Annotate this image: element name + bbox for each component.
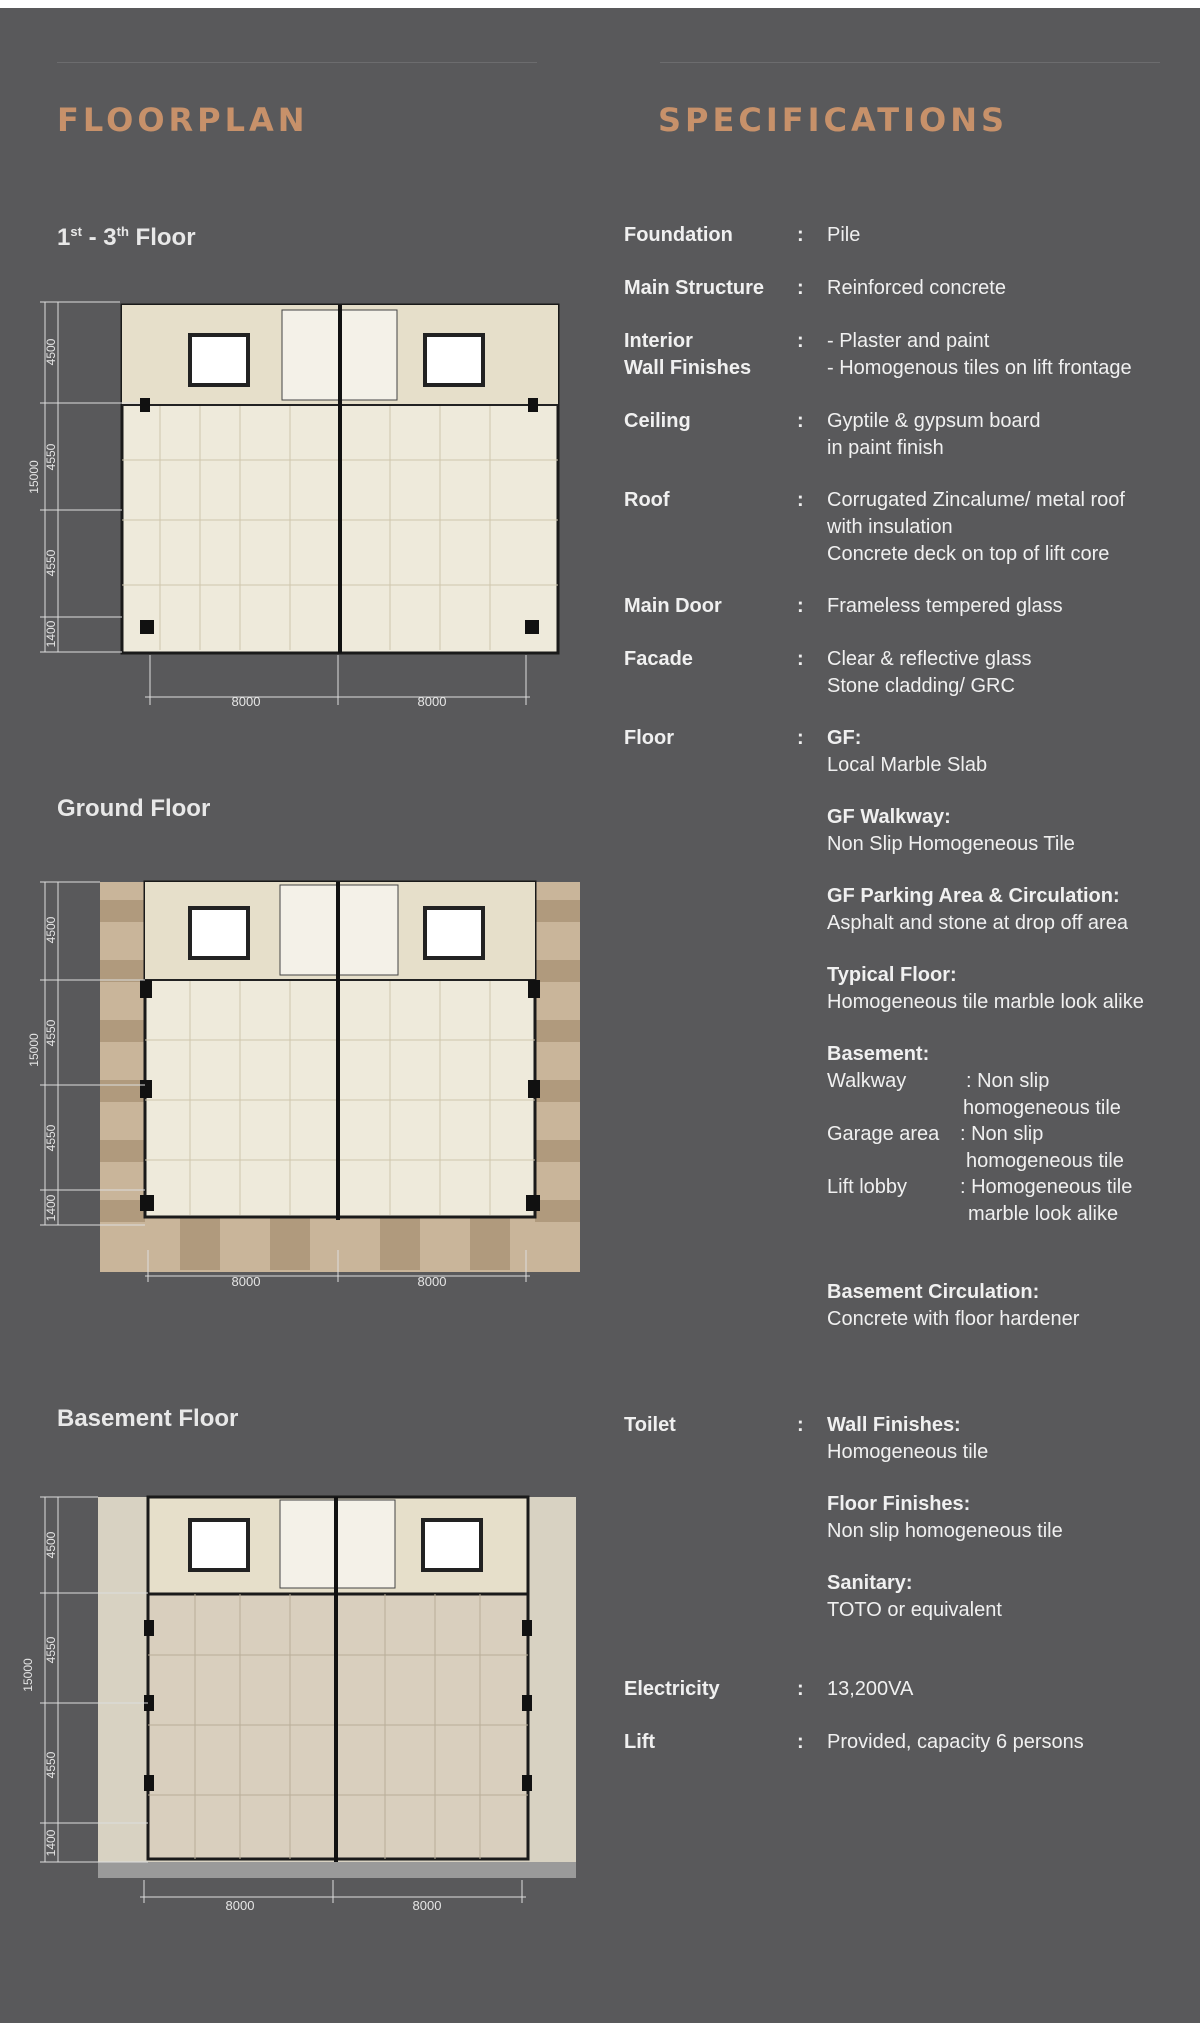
basement-row-key: Lift lobby xyxy=(827,1176,908,1198)
dim-seg3: 4550 xyxy=(44,1124,58,1152)
spec-subheading: Basement: xyxy=(827,1043,930,1065)
basement-row-value: : Non slip xyxy=(960,1123,1044,1145)
top-edge xyxy=(0,0,1200,8)
dim-seg4: 1400 xyxy=(44,620,58,648)
spec-colon: : xyxy=(797,330,804,352)
dim-seg3: 4550 xyxy=(44,1751,58,1779)
spec-label: Electricity xyxy=(624,1678,720,1700)
spec-subheading: Floor Finishes: xyxy=(827,1493,971,1515)
spec-value: Asphalt and stone at drop off area xyxy=(827,912,1128,934)
dim-height-total: 15000 xyxy=(27,1033,41,1067)
spec-value-line: Concrete deck on top of lift core xyxy=(827,543,1110,565)
basement-row-value: homogeneous tile xyxy=(963,1097,1121,1119)
spec-label: Interior Wall Finishes xyxy=(624,330,752,379)
dim-seg2: 4550 xyxy=(44,1636,58,1664)
spec-value-line: Gyptile & gypsum board xyxy=(827,410,1041,432)
spec-colon: : xyxy=(797,224,804,246)
spec-colon: : xyxy=(797,1414,804,1436)
spec-colon: : xyxy=(797,595,804,617)
spec-label: Toilet xyxy=(624,1414,676,1436)
dim-seg2: 4550 xyxy=(44,1019,58,1047)
dim-width-right: 8000 xyxy=(417,1274,447,1289)
spec-value-line: Clear & reflective glass xyxy=(827,648,1032,670)
floorplan-heading: FLOORPLAN xyxy=(57,101,309,139)
spec-colon: : xyxy=(797,727,804,749)
spec-colon: : xyxy=(797,410,804,432)
dim-width-left: 8000 xyxy=(225,1898,255,1913)
spec-value-line: in paint finish xyxy=(827,437,944,459)
basement-row-value: homogeneous tile xyxy=(966,1150,1124,1172)
spec-label: Main Structure xyxy=(624,277,765,299)
spec-value: Reinforced concrete xyxy=(827,277,1006,299)
spec-value: 13,200VA xyxy=(827,1678,914,1700)
rule-right xyxy=(660,62,1160,63)
spec-value: Frameless tempered glass xyxy=(827,595,1063,617)
spec-value: Pile xyxy=(827,224,861,246)
floor-heading-ground: Ground Floor xyxy=(57,795,211,822)
spec-subheading: GF Parking Area & Circulation: xyxy=(827,885,1120,907)
spec-value: Concrete with floor hardener xyxy=(827,1308,1080,1330)
rule-left xyxy=(57,62,537,63)
spec-label: Facade xyxy=(624,648,693,670)
dim-height-total: 15000 xyxy=(27,460,41,494)
spec-value: TOTO or equivalent xyxy=(827,1599,1002,1621)
dim-seg2: 4550 xyxy=(44,443,58,471)
spec-colon: : xyxy=(797,1678,804,1700)
floor-heading-basement: Basement Floor xyxy=(57,1405,239,1432)
basement-row-value: : Non slip xyxy=(966,1070,1050,1092)
spec-subheading: GF Walkway: xyxy=(827,806,951,828)
spec-label: Ceiling xyxy=(624,410,691,432)
spec-colon: : xyxy=(797,1731,804,1753)
dim-seg4: 1400 xyxy=(44,1194,58,1222)
spec-label: Lift xyxy=(624,1731,656,1753)
floorplan-basement xyxy=(0,1485,600,1915)
spec-subheading: Basement Circulation: xyxy=(827,1281,1040,1303)
spec-colon: : xyxy=(797,489,804,511)
dim-width-right: 8000 xyxy=(417,694,447,709)
dim-width-left: 8000 xyxy=(231,694,261,709)
spec-value-line: with insulation xyxy=(827,516,953,538)
spec-value: Local Marble Slab xyxy=(827,754,988,776)
spec-value-line: Stone cladding/ GRC xyxy=(827,675,1015,697)
spec-label: Floor xyxy=(624,727,674,749)
dim-seg4: 1400 xyxy=(44,1829,58,1857)
dim-width-left: 8000 xyxy=(231,1274,261,1289)
spec-value: Non Slip Homogeneous Tile xyxy=(827,833,1075,855)
plan-building xyxy=(100,882,580,1272)
floorplan-ground-floor xyxy=(0,870,600,1300)
spec-subheading: Typical Floor: xyxy=(827,964,957,986)
spec-value-line: - Plaster and paint xyxy=(827,330,990,352)
spec-value: Homogeneous tile marble look alike xyxy=(827,991,1144,1013)
spec-subheading: Sanitary: xyxy=(827,1572,913,1594)
spec-label: Foundation xyxy=(624,224,733,246)
dim-height-total: 15000 xyxy=(21,1658,35,1692)
spec-value: Non slip homogeneous tile xyxy=(827,1520,1063,1542)
spec-value: Homogeneous tile xyxy=(827,1441,989,1463)
spec-subheading: Wall Finishes: xyxy=(827,1414,961,1436)
basement-row-value: : Homogeneous tile xyxy=(960,1176,1133,1198)
floor-heading-1-3: 1st - 3th Floor xyxy=(57,224,196,251)
dim-seg1: 4500 xyxy=(44,1531,58,1559)
plan-building xyxy=(122,305,558,653)
dim-seg1: 4500 xyxy=(44,338,58,366)
spec-value-line: Corrugated Zincalume/ metal roof xyxy=(827,489,1125,511)
specifications-heading: SPECIFICATIONS xyxy=(658,101,1009,139)
spec-value: Provided, capacity 6 persons xyxy=(827,1731,1084,1753)
dim-seg3: 4550 xyxy=(44,549,58,577)
floorplan-upper-floors xyxy=(0,290,600,730)
spec-colon: : xyxy=(797,648,804,670)
plan-building xyxy=(98,1497,576,1878)
basement-row-value: marble look alike xyxy=(968,1203,1119,1225)
dim-seg1: 4500 xyxy=(44,916,58,944)
spec-subheading: GF: xyxy=(827,727,862,749)
basement-row-key: Walkway xyxy=(827,1070,907,1092)
basement-row-key: Garage area xyxy=(827,1123,940,1145)
spec-label: Roof xyxy=(624,489,670,511)
dim-width-right: 8000 xyxy=(412,1898,442,1913)
spec-value-line: - Homogenous tiles on lift frontage xyxy=(827,357,1132,379)
spec-label: Main Door xyxy=(624,595,722,617)
spec-colon: : xyxy=(797,277,804,299)
